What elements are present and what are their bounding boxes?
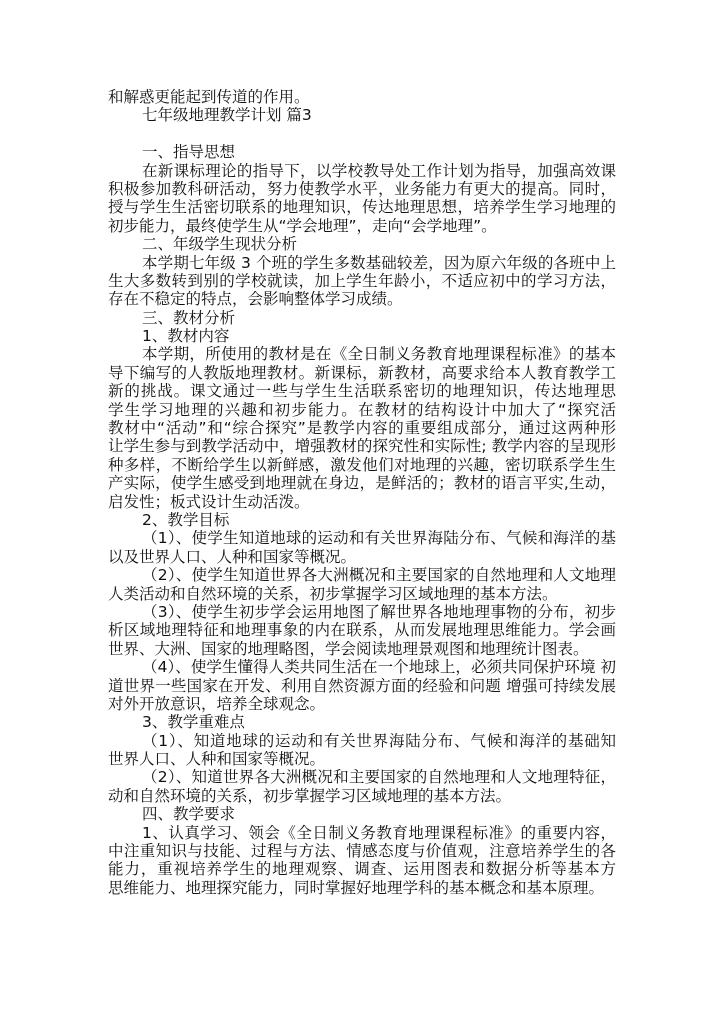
text-line: 新的挑战。课文通过一些与学生生活联系密切的地理知识，传达地理思: [108, 382, 616, 401]
text-line: （1）、使学生知道地球的运动和有关世界海陆分布、气候和海洋的基: [142, 529, 616, 548]
text-line: 导下编写的人教版地理教材。新课标，新教材，高要求给本人教育教学工: [108, 363, 616, 382]
text-line: 初步能力，最终使学生从“学会地理”，走向“会学地理”。: [108, 216, 497, 235]
text-line: 学生学习地理的兴趣和初步能力。在教材的结构设计中加大了“探究活: [108, 400, 616, 419]
text-line: 教材中“活动”和“综合探究”是教学内容的重要组成部分，通过这两种形: [108, 419, 616, 438]
text-line: 授与学生生活密切联系的地理知识，传达地理思想，培养学生学习地理的: [108, 198, 616, 217]
text-line: （2）、使学生知道世界各大洲概况和主要国家的自然地理和人文地理: [142, 566, 616, 585]
text-line: 世界、大洲、国家的地理略图，学会阅读地理景观图和地理统计图表。: [108, 639, 589, 658]
text-line: 思维能力、地理探究能力，同时掌握好地理学科的基本概念和基本原理。: [108, 878, 605, 897]
text-line: 以及世界人口、人种和国家等概况。: [108, 547, 357, 566]
text-line: （3）、使学生初步学会运用地图了解世界各地地理事物的分布，初步: [142, 602, 616, 621]
blank-line: [108, 125, 616, 143]
text-line: 七年级地理教学计划 篇3: [142, 106, 312, 125]
text-line: 四、教学要求: [142, 805, 236, 824]
text-line: 让学生参与到教学活动中，增强教材的探究性和实际性; 教学内容的呈现形: [108, 437, 616, 456]
text-line: 积极参加教科研活动，努力使教学水平，业务能力有更大的提高。同时，: [108, 179, 616, 198]
document-body: [108, 88, 616, 897]
text-line: 存在不稳定的特点，会影响整体学习成绩。: [108, 290, 403, 309]
text-line: 启发性；板式设计生动活泼。: [108, 492, 310, 511]
text-line: （1）、知道地球的运动和有关世界海陆分布、气候和海洋的基础知: [142, 731, 616, 750]
text-line: 本学期，所使用的教材是在《全日制义务教育地理课程标准》的基本: [142, 345, 616, 364]
text-line: 道世界一些国家在开发、利用自然资源方面的经验和问题 增强可持续发展: [108, 676, 616, 695]
text-line: 人类活动和自然环境的关系，初步掌握学习区域地理的基本方法。: [108, 584, 558, 603]
text-line: 种多样，不断给学生以新鲜感，激发他们对地理的兴趣，密切联系学生生: [108, 455, 616, 474]
text-line: （2）、知道世界各大洲概况和主要国家的自然地理和人文地理特征，: [142, 768, 616, 787]
text-line: 1、教材内容: [142, 327, 230, 346]
text-line: 产实际，使学生感受到地理就在身边，是鲜活的；教材的语言平实,生动，: [108, 474, 616, 493]
text-line: 3、教学重难点: [142, 713, 245, 732]
text-line: 一、指导思想: [142, 143, 236, 162]
text-line: （4）、使学生懂得人类共同生活在一个地球上，必须共同保护环境 初: [142, 658, 616, 677]
text-line: 对外开放意识，培养全球观念。: [108, 694, 326, 713]
text-line: 和解惑更能起到传道的作用。: [108, 88, 310, 106]
text-line: 世界人口、人种和国家等概况。: [108, 750, 326, 769]
text-line: 2、教学目标: [142, 510, 230, 529]
text-line: 中注重知识与技能、过程与方法、情感态度与价值观，注意培养学生的各: [108, 842, 616, 861]
text-line: 析区域地理特征和地理事象的内在联系，从而发展地理思维能力。学会画: [108, 621, 616, 640]
text-line: 生大多数转到别的学校就读，加上学生年龄小，不适应初中的学习方法，: [108, 271, 616, 290]
text-line: 三、教材分析: [142, 308, 236, 327]
text-line: 1、认真学习、领会《全日制义务教育地理课程标准》的重要内容，: [142, 823, 616, 842]
text-line: 能力，重视培养学生的地理观察、调查、运用图表和数据分析等基本方: [108, 860, 616, 879]
text-line: 本学期七年级 3 个班的学生多数基础较差，因为原六年级的各班中上: [142, 253, 616, 272]
text-line: 二、年级学生现状分析: [142, 235, 298, 254]
text-line: 动和自然环境的关系，初步掌握学习区域地理的基本方法。: [108, 786, 512, 805]
text-line: 在新课标理论的指导下，以学校教导处工作计划为指导，加强高效课: [142, 161, 616, 180]
